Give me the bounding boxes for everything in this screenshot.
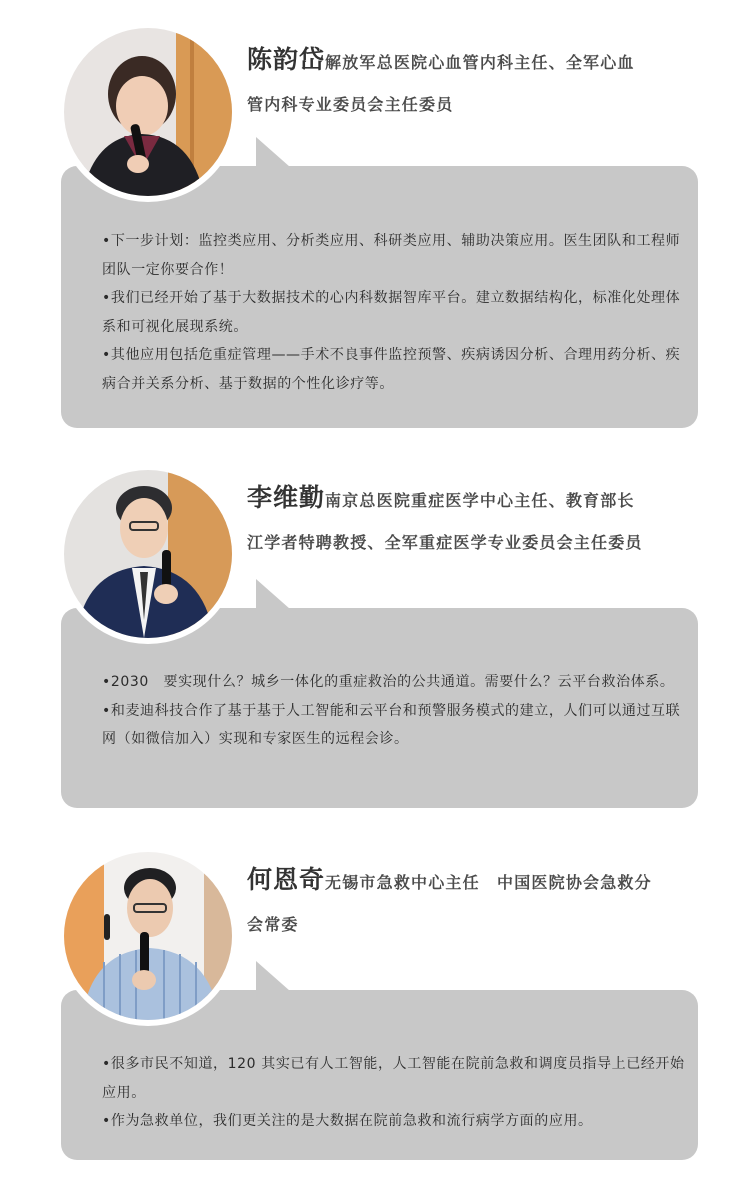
quote-point: •很多市民不知道，120 其实已有人工智能，人工智能在院前急救和调度员指导上已经开始应用。 <box>102 1056 685 1101</box>
speaker-heading <box>247 860 690 946</box>
bubble-tail <box>256 961 290 991</box>
quote-point: •下一步计划：监控类应用、分析类应用、科研类应用、辅助决策应用。医生团队和工程师团队一定你要合作！ <box>102 233 681 278</box>
speaker-name: 何恩奇 <box>247 865 326 894</box>
speaker-title-line1: 解放军总医院心血管内科主任、全军心血 <box>325 53 635 72</box>
quote-point: •和麦迪科技合作了基于基于人工智能和云平台和预警服务模式的建立，人们可以通过互联网（如微信加入）实现和专家医生的远程会诊。 <box>102 702 681 747</box>
speaker-title-line2: 管内科专业委员会主任委员 <box>247 95 454 114</box>
speaker-title-line2: 会常委 <box>247 915 299 934</box>
speaker-title-line2: 江学者特聘教授、全军重症医学专业委员会主任委员 <box>247 533 643 552</box>
speaker-name: 陈韵岱 <box>247 45 326 74</box>
quote-point: •其他应用包括危重症管理——手术不良事件监控预警、疾病诱因分析、合理用药分析、疾病合并关系分析、基于数据的个性化诊疗等。 <box>102 347 681 392</box>
quote-point: •作为急救单位，我们更关注的是大数据在院前急救和流行病学方面的应用。 <box>102 1113 593 1129</box>
speaker-name: 李维勤 <box>247 483 326 512</box>
quote-point: •我们已经开始了基于大数据技术的心内科数据智库平台。建立数据结构化，标准化处理体系和可视化展现系统。 <box>102 290 681 335</box>
quote-text <box>102 1050 690 1136</box>
portrait-photo <box>64 852 232 1020</box>
quote-point: •2030 要实现什么？城乡一体化的重症救治的公共通道。需要什么？云平台救治体系。 <box>102 674 675 690</box>
speaker-title-line1: 南京总医院重症医学中心主任、教育部长 <box>325 491 635 510</box>
avatar <box>64 852 232 1020</box>
speaker-title-line1: 无锡市急救中心主任 中国医院协会急救分 <box>325 873 652 892</box>
